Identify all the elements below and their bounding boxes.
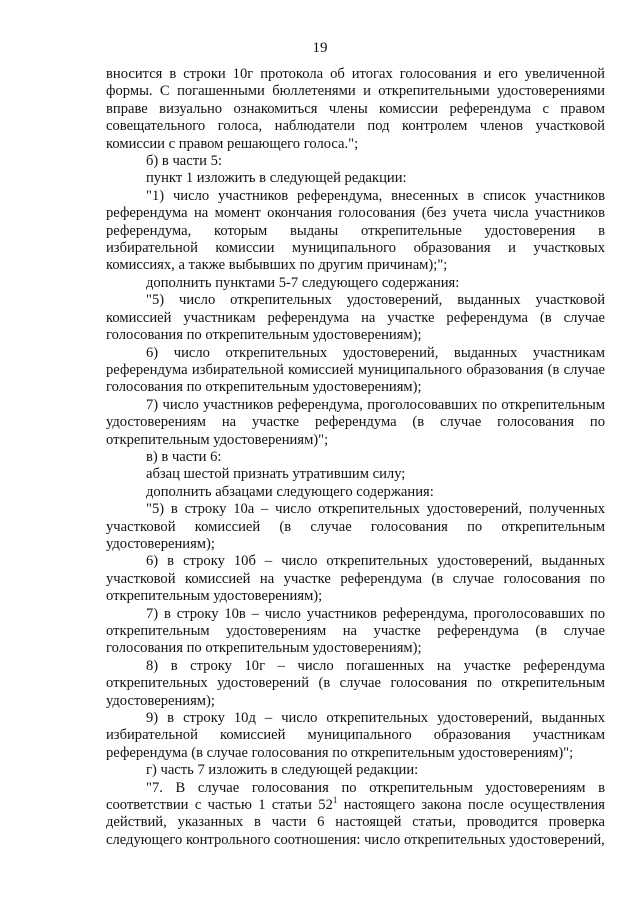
paragraph-part-7 [106, 780, 605, 850]
paragraph-subitem-g: г) часть 7 изложить в следующей редакции: [146, 762, 419, 779]
paragraph-line-10g: 8) в строку 10г – число погашенных на участке референдума открепительных удостоверений (в случае голосования по открепительным удостоверениям); [106, 657, 605, 709]
paragraph-add-points-5-7: дополнить пунктами 5-7 следующего содержания: [146, 274, 460, 291]
part-7-text-end: настоящего закона после осуществления действий, указанных в части 6 настоящей статьи, проводится проверка следующего контрольного соотношения: число открепительных удостоверений, [106, 797, 606, 848]
paragraph-continuation: вносится в строки 10г протокола об итогах голосования и его увеличенной формы. С погашенными бюллетенями и открепительными удостоверениями вправе визуально ознакомиться члены комиссии референдума с правом совещательного голоса, наблюдатели под контролем членов участковой комиссии с правом решающего голоса."; [106, 66, 605, 152]
document-body [106, 66, 605, 849]
paragraph-abzac-6-repeal: абзац шестой признать утратившим силу; [146, 466, 406, 483]
paragraph-point-5: "5) число открепительных удостоверений, выданных участковой комиссией участникам референдума на участке референдума (в случае голосования по открепительным удостоверениям); [106, 292, 605, 344]
page-number: 19 [312, 40, 328, 56]
paragraph-amend-point-1: пункт 1 изложить в следующей редакции: [146, 170, 407, 187]
paragraph-line-10b: 6) в строку 10б – число открепительных удостоверений, выданных участковой комиссией на участке референдума (в случае голосования по открепительным удостоверениям); [106, 553, 605, 605]
paragraph-subitem-v: в) в части 6: [146, 448, 222, 465]
paragraph-add-abzacs: дополнить абзацами следующего содержания: [146, 483, 434, 500]
paragraph-line-10v: 7) в строку 10в – число участников референдума, проголосовавших по открепительным удостоверениям на участке референдума (в случае голосования по открепительным удостоверениям); [106, 605, 605, 657]
paragraph-point-7: 7) число участников референдума, проголосовавших по открепительным удостоверениям на участке референдума (в случае голосования по открепительным удостоверениям)"; [106, 396, 605, 448]
paragraph-subitem-b: б) в части 5: [146, 153, 222, 170]
superscript-article-index: 1 [332, 795, 338, 806]
part-7-text-start: "7. В случае голосования по открепительным удостоверениям в соответствии с частью 1 статьи 52 [106, 779, 605, 814]
paragraph-line-10a: "5) в строку 10а – число открепительных удостоверений, полученных участковой комиссией (в случае голосования по открепительным удостоверениям); [106, 501, 605, 552]
paragraph-point-1-text: "1) число участников референдума, внесенных в список участников референдума на момент окончания голосования (без учета числа участников референдума, которым выданы открепительные удостоверения в избирательной комиссии муниципального образования и участковых комиссиях, а также выбывших по другим причинам);"; [106, 187, 605, 274]
paragraph-point-6: 6) число открепительных удостоверений, выданных участникам референдума избирательной комиссией муниципального образования (в случае голосования по открепительным удостоверениям); [106, 344, 605, 396]
paragraph-line-10d: 9) в строку 10д – число открепительных удостоверений, выданных избирательной комиссией муниципального образования участникам референдума (в случае голосования по открепительным удостоверениям)"; [106, 710, 605, 761]
